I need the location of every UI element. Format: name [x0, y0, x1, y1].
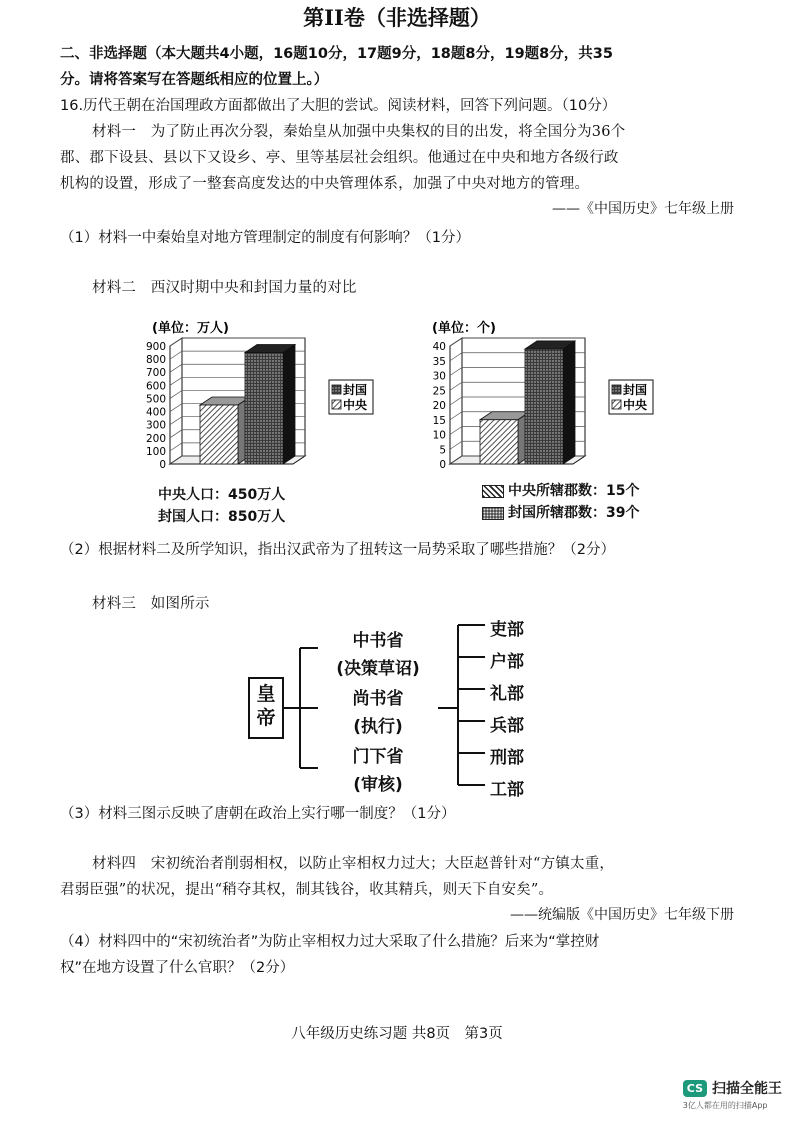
bar-center — [200, 405, 238, 464]
hatch-swatch-icon — [482, 485, 504, 498]
y-tick-label: 40 — [432, 341, 446, 353]
y-tick-label: 600 — [145, 380, 166, 393]
unit-label: (单位：万人) — [152, 321, 229, 336]
bar-center — [480, 420, 518, 464]
population-chart-svg — [140, 318, 390, 478]
population-caption-center: 中央人口：450万人 — [158, 487, 286, 503]
y-tick-label: 200 — [145, 432, 166, 445]
material-1-source: ——《中国历史》七年级上册 — [552, 201, 734, 217]
y-tick-label: 35 — [432, 355, 446, 368]
page-footer: 八年级历史练习题 共8页 第3页 — [291, 1026, 503, 1042]
material-2-title: 材料二 西汉时期中央和封国力量的对比 — [92, 280, 357, 296]
commandery-chart-svg — [420, 318, 670, 478]
bar-fengguo-side — [563, 341, 575, 464]
commandery-caption-center: 中央所辖郡数：15个 — [482, 480, 639, 500]
y-tick-label: 5 — [439, 444, 446, 457]
legend-label-center: 中央 — [343, 398, 368, 412]
emperor-box — [249, 682, 283, 730]
ministry-war: 兵部 — [490, 716, 524, 736]
y-tick-label: 30 — [432, 370, 446, 383]
y-tick-label: 500 — [145, 393, 166, 406]
paper-title: 第II卷（非选择题） — [303, 5, 491, 30]
menxia-role: (审核) — [353, 775, 403, 795]
legend-swatch-fengguo — [332, 385, 341, 394]
camscanner-logo-icon: CS — [683, 1080, 707, 1097]
legend-label-fengguo: 封国 — [623, 383, 648, 397]
legend-swatch-center — [612, 400, 621, 409]
shangshu-role: (执行) — [353, 717, 403, 737]
ministry-works: 工部 — [490, 780, 524, 800]
chart-legend — [329, 380, 373, 414]
y-tick-label: 900 — [145, 341, 166, 353]
ministry-justice: 刑部 — [490, 748, 524, 768]
material-1-line2: 郡、郡下设县、县以下又设乡、亭、里等基层社会组织。他通过在中央和地方各级行政 — [60, 150, 619, 166]
y-tick-label: 300 — [145, 419, 166, 432]
material-4-line2: 君弱臣强”的状况，提出“稍夺其权，制其钱谷，收其精兵，则天下自安矣”。 — [60, 882, 554, 898]
material-4-line1: 材料四 宋初统治者削弱相权，以防止宰相权力过大；大臣赵普针对“方镇太重， — [92, 856, 615, 872]
sub-question-2: （2）根据材料二及所学知识，指出汉武帝为了扭转这一局势采取了哪些措施？（2分） — [60, 542, 615, 558]
material-4-source: ——统编版《中国历史》七年级下册 — [510, 907, 734, 923]
y-tick-label: 700 — [145, 367, 166, 380]
y-tick-label: 15 — [432, 414, 446, 427]
material-3-title: 材料三 如图所示 — [92, 596, 210, 612]
stipple-swatch-icon — [482, 507, 504, 520]
legend-label-fengguo: 封国 — [343, 383, 368, 397]
sub-question-1: （1）材料一中秦始皇对地方管理制定的制度有何影响？（1分） — [60, 230, 470, 246]
three-departments-diagram — [0, 610, 794, 800]
question-16-stem: 16.历代王朝在治国理政方面都做出了大胆的尝试。阅读材料，回答下列问题。（10分） — [60, 98, 617, 114]
y-tick-label: 100 — [145, 445, 166, 458]
sub-question-4-line1: （4）材料四中的“宋初统治者”为防止宰相权力过大采取了什么措施？后来为“掌控财 — [60, 934, 600, 950]
zhongshu-role: (决策草诏) — [336, 659, 420, 679]
section-header-line2: 分。请将答案写在答题纸相应的位置上。） — [60, 72, 329, 88]
unit-label: (单位：个) — [432, 321, 496, 336]
y-tick-label: 20 — [432, 400, 446, 412]
y-tick-label: 400 — [145, 406, 166, 419]
section-header-line1: 二、非选择题（本大题共4小题，16题10分，17题9分，18题8分，19题8分，共35 — [60, 46, 613, 62]
material-1-line3: 机构的设置，形成了一整套高度发达的中央管理体系，加强了中央对地方的管理。 — [60, 176, 590, 192]
zhongshu-province: 中书省 — [352, 631, 404, 651]
legend-label-center: 中央 — [623, 398, 648, 412]
shangshu-province: 尚书省 — [352, 689, 404, 709]
material-1-line1: 材料一 为了防止再次分裂，秦始皇从加强中央集权的目的出发，将全国分为36个 — [92, 124, 626, 140]
bar-fengguo-side — [283, 345, 295, 464]
population-chart — [140, 318, 390, 478]
bar-fengguo — [525, 349, 563, 464]
chart-legend — [609, 380, 653, 414]
watermark-tagline: 3亿人都在用的扫描App — [682, 1101, 768, 1110]
emperor-char-2: 帝 — [256, 707, 276, 729]
y-tick-label: 25 — [432, 385, 446, 398]
watermark-name: 扫描全能王 — [712, 1081, 782, 1097]
bar-fengguo — [245, 353, 283, 464]
ministry-revenue: 户部 — [490, 652, 524, 672]
emperor-char-1: 皇 — [256, 683, 276, 705]
y-tick-label: 0 — [159, 459, 166, 471]
side-wall — [170, 338, 182, 464]
y-tick-label: 10 — [432, 429, 446, 442]
sub-question-4-line2: 权”在地方设置了什么官职？（2分） — [60, 960, 295, 976]
sub-question-3: （3）材料三图示反映了唐朝在政治上实行哪一制度？（1分） — [60, 806, 456, 822]
commandery-chart — [420, 318, 670, 478]
legend-swatch-center — [332, 400, 341, 409]
commandery-caption-fengguo: 封国所辖郡数：39个 — [482, 502, 639, 522]
legend-swatch-fengguo — [612, 385, 621, 394]
y-tick-label: 0 — [439, 459, 446, 471]
menxia-province: 门下省 — [352, 747, 404, 767]
scanner-watermark — [683, 1078, 782, 1111]
ministry-rites: 礼部 — [490, 684, 524, 704]
ministry-personnel: 吏部 — [490, 620, 524, 640]
y-tick-label: 800 — [145, 354, 166, 367]
population-caption-fengguo: 封国人口：850万人 — [158, 509, 286, 525]
